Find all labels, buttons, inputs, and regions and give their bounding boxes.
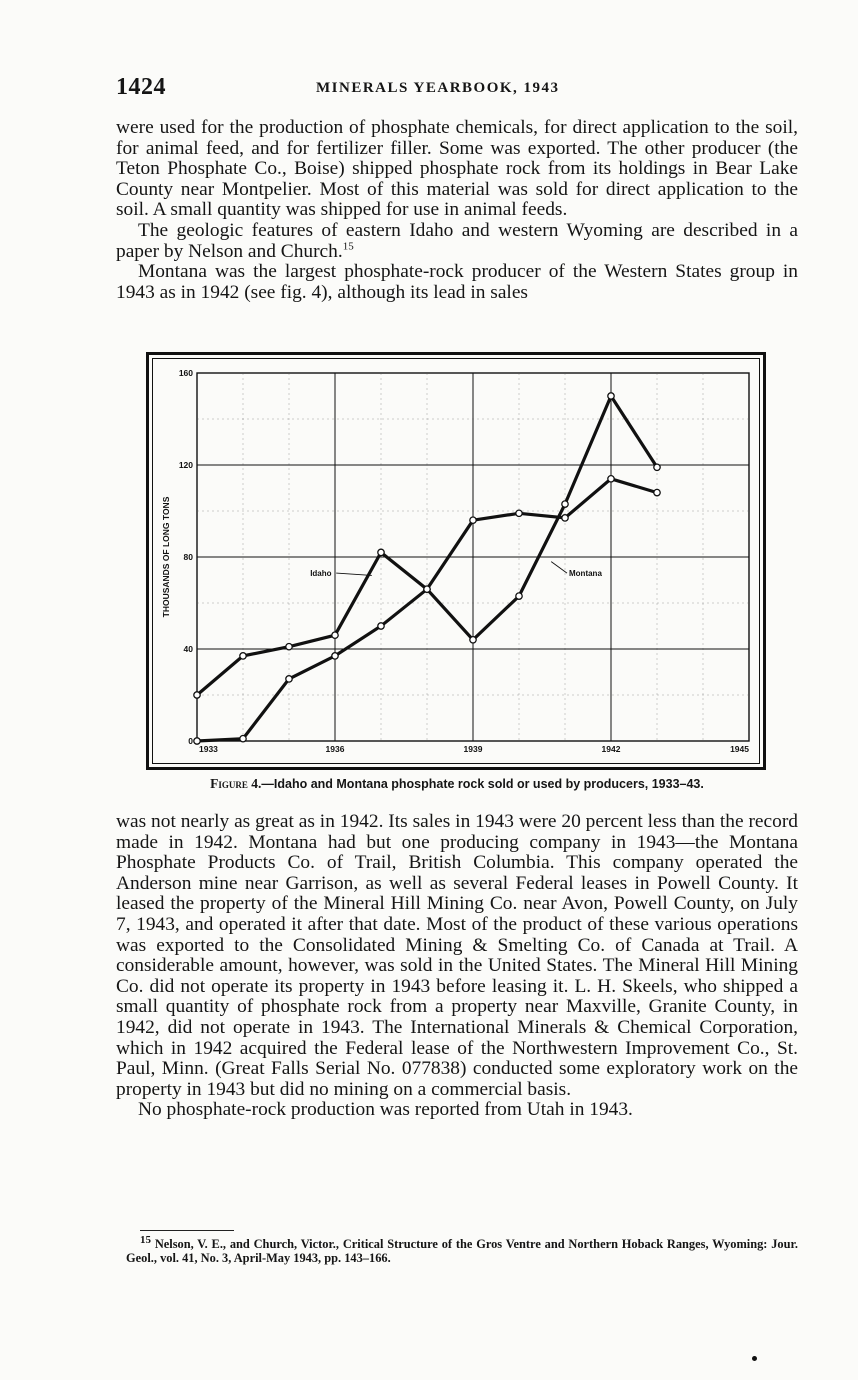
data-point-montana: [654, 489, 660, 495]
footnote-reference[interactable]: 15: [342, 240, 354, 253]
y-tick-label: 40: [183, 644, 193, 654]
x-tick-label: 1939: [463, 744, 483, 754]
x-tick-label: 1936: [325, 744, 345, 754]
paragraph-text: The geologic features of eastern Idaho and western Wyoming are described in a paper by Nelson and Church.: [116, 219, 798, 262]
figure-frame: [146, 352, 766, 770]
data-point-idaho: [194, 692, 200, 698]
series-label-leader: [551, 562, 567, 574]
figure-caption-text: —Idaho and Montana phosphate rock sold or used by producers, 1933–43.: [261, 777, 704, 791]
data-point-montana: [240, 736, 246, 742]
paragraph: [116, 221, 798, 262]
line-chart: [149, 355, 763, 767]
data-point-montana: [516, 510, 522, 516]
data-point-montana: [378, 623, 384, 629]
y-tick-label: 120: [178, 460, 193, 470]
bottom-text-block: [116, 812, 798, 1121]
paragraph: No phosphate-rock production was reported from Utah in 1943.: [138, 1099, 633, 1121]
footnote-mark: 15: [140, 1233, 151, 1246]
data-point-montana: [608, 476, 614, 482]
data-point-idaho: [332, 632, 338, 638]
series-label-leader: [336, 573, 372, 575]
paragraph: were used for the production of phosphate chemicals, for direct application to the soil, for animal feed, and for fertilizer filler. Some was exported. The other producer (the Teton Phosphate Co., Boise) shipped phosphate rock from its holdings in Bear Lake County near Montpelier. Most of this material was sold for direct application to the soil. A small quantity was shipped for use in animal feeds.: [116, 117, 798, 221]
page-header: [116, 72, 796, 108]
y-tick-label: 160: [178, 368, 193, 378]
x-tick-label: 1945: [730, 744, 749, 754]
data-point-idaho: [654, 464, 660, 470]
y-axis-label: THOUSANDS OF LONG TONS: [161, 496, 171, 618]
figure-caption-label: Figure 4.: [210, 776, 262, 791]
plot-area-border: [197, 373, 749, 741]
data-point-idaho: [424, 586, 430, 592]
data-point-montana: [194, 738, 200, 744]
paragraph: Montana was the largest phosphate-rock producer of the Western States group in 1943 as in 1942 (see fig. 4), although its lead in sales: [116, 261, 798, 303]
data-point-montana: [332, 653, 338, 659]
data-point-idaho: [286, 644, 292, 650]
series-line-montana: [197, 479, 657, 741]
paragraph: was not nearly as great as in 1942. Its sales in 1943 were 20 percent less than the record made in 1942. Montana had but one producing company in 1943—the Montana Phosphate Products Co. of Trail, British Columbia. This company operated the Anderson mine near Garrison, as well as several Federal leases in Powell County. It leased the property of the Mineral Hill Mining Co. near Avon, Powell County, on July 7, 1943, and operated it after that date. Most of the product of these various operations was exported to the Consolidated Mining & Smelting Co. of Canada at Trail. A considerable amount, however, was sold in the United States. The Mineral Hill Mining Co. did not operate its property in 1943 before leasing it. L. H. Skeels, who shipped a small quantity of phosphate rock from a property near Maxville, Granite County, in 1942, did not operate in 1943. The International Minerals & Chemical Corporation, which in 1942 acquired the Federal lease of the Northwestern Improvement Co., St. Paul, Minn. (Great Falls Serial No. 077838) conducted some exploratory work on the property in 1943 but did no mining on a commercial basis.: [116, 811, 798, 1100]
data-point-idaho: [562, 501, 568, 507]
footnote-divider: [140, 1230, 234, 1231]
page-number: 1424: [116, 74, 166, 100]
y-tick-label: 0: [188, 736, 193, 746]
running-head: MINERALS YEARBOOK, 1943: [316, 80, 560, 96]
data-point-idaho: [516, 593, 522, 599]
data-point-montana: [562, 515, 568, 521]
y-tick-label: 80: [183, 552, 193, 562]
footnote: [126, 1233, 798, 1265]
data-point-idaho: [378, 549, 384, 555]
x-tick-label: 1933: [199, 744, 218, 754]
data-point-idaho: [240, 653, 246, 659]
footnote-text: Nelson, V. E., and Church, Victor., Critical Structure of the Gros Ventre and Northern Hoback Ranges, Wyoming: Jour. Geol., vol. 41, No. 3, April-May 1943, pp. 143–166.: [126, 1237, 798, 1265]
page-mark-dot: [752, 1356, 757, 1361]
x-tick-label: 1942: [601, 744, 621, 754]
series-label-idaho: Idaho: [310, 569, 332, 579]
series-label-montana: Montana: [569, 569, 602, 579]
data-point-montana: [286, 676, 292, 682]
data-point-idaho: [608, 393, 614, 399]
data-point-montana: [424, 586, 430, 592]
data-point-montana: [470, 517, 476, 523]
series-line-idaho: [197, 396, 657, 695]
data-point-idaho: [470, 637, 476, 643]
top-text-block: [116, 118, 798, 303]
figure-caption: [116, 776, 798, 792]
